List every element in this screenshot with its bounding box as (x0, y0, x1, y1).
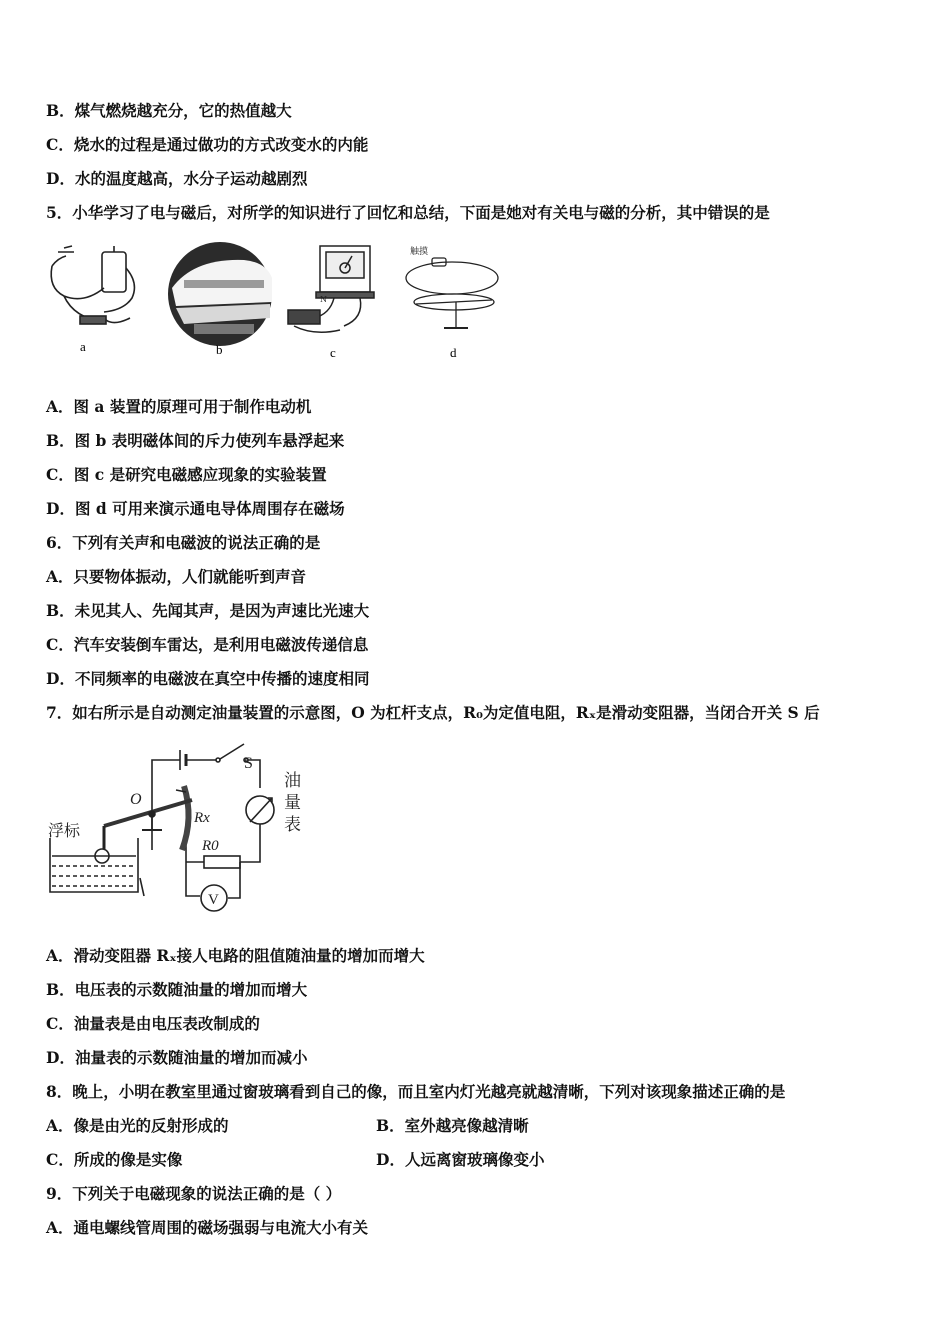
meter-label-1: 油 (284, 771, 301, 790)
figure-c-label: c (330, 345, 336, 360)
q9-stem: 9．下列关于电磁现象的说法正确的是（ ） (46, 1184, 342, 1203)
q4-option-c: C．烧水的过程是通过做功的方式改变水的内能 (46, 135, 369, 154)
switch-label: S (244, 755, 253, 772)
q8-option-d: D．人远离窗玻璃像变小 (376, 1150, 545, 1169)
q7-circuit-figure (44, 738, 324, 918)
q4-option-b: B．煤气燃烧越充分，它的热值越大 (46, 101, 292, 120)
q6-option-d: D．不同频率的电磁波在真空中传播的速度相同 (46, 669, 370, 688)
q8-option-a: A．像是由光的反射形成的 (46, 1116, 229, 1135)
q6-stem: 6．下列有关声和电磁波的说法正确的是 (46, 533, 321, 552)
figure-d (406, 245, 498, 328)
q5-option-b: B．图 b 表明磁体间的斥力使列车悬浮起来 (46, 431, 345, 450)
q9-option-a: A．通电螺线管周围的磁场强弱与电流大小有关 (46, 1218, 369, 1237)
q6-option-c: C．汽车安装倒车雷达，是利用电磁波传递信息 (46, 635, 369, 654)
q8-option-c: C．所成的像是实像 (46, 1150, 183, 1169)
figure-a-label: a (80, 339, 86, 354)
q6-option-b: B．未见其人、先闻其声，是因为声速比光速大 (46, 601, 370, 620)
pivot-label: O (130, 791, 142, 808)
q7-stem: 7．如右所示是自动测定油量装置的示意图，O 为杠杆支点，R₀为定值电阻，Rₓ是滑动变阻器，当闭合开关 S 后 (46, 703, 820, 722)
float-label: 浮标 (48, 823, 81, 840)
q5-stem: 5．小华学习了电与磁后，对所学的知识进行了回忆和总结，下面是她对有关电与磁的分析，其中错误的是 (46, 203, 770, 222)
meter-label-2: 量 (284, 793, 301, 812)
figure-b-label: b (216, 342, 223, 357)
svg-text:N: N (320, 295, 327, 304)
q5-option-a: A．图 a 装置的原理可用于制作电动机 (46, 397, 312, 416)
q8-option-b: B．室外越亮像越清晰 (376, 1116, 529, 1135)
q7-option-d: D．油量表的示数随油量的增加而减小 (46, 1048, 308, 1067)
figure-d-text: 触摸 (410, 247, 429, 257)
figure-c (288, 246, 374, 332)
voltmeter-label: V (208, 892, 219, 908)
q6-option-a: A．只要物体振动，人们就能听到声音 (46, 567, 307, 586)
figure-d-label: d (450, 345, 457, 360)
q5-option-c: C．图 c 是研究电磁感应现象的实验装置 (46, 465, 327, 484)
figure-a (51, 246, 134, 324)
q7-option-a: A．滑动变阻器 Rₓ接人电路的阻值随油量的增加而增大 (46, 946, 425, 965)
meter-label-3: 表 (284, 815, 301, 834)
q7-option-c: C．油量表是由电压表改制成的 (46, 1014, 260, 1033)
q8-stem: 8．晚上，小明在教室里通过窗玻璃看到自己的像，而且室内灯光越亮就越清晰，下列对该现象描述正确的是 (46, 1082, 786, 1101)
rx-label: Rx (194, 810, 210, 826)
q5-option-d: D．图 d 可用来演示通电导体周围存在磁场 (46, 499, 345, 518)
figure-b (168, 242, 272, 346)
q7-option-b: B．电压表的示数随油量的增加而增大 (46, 980, 308, 999)
q4-option-d: D．水的温度越高，水分子运动越剧烈 (46, 169, 308, 188)
r0-label: R0 (202, 838, 219, 854)
q5-figures (44, 238, 514, 368)
